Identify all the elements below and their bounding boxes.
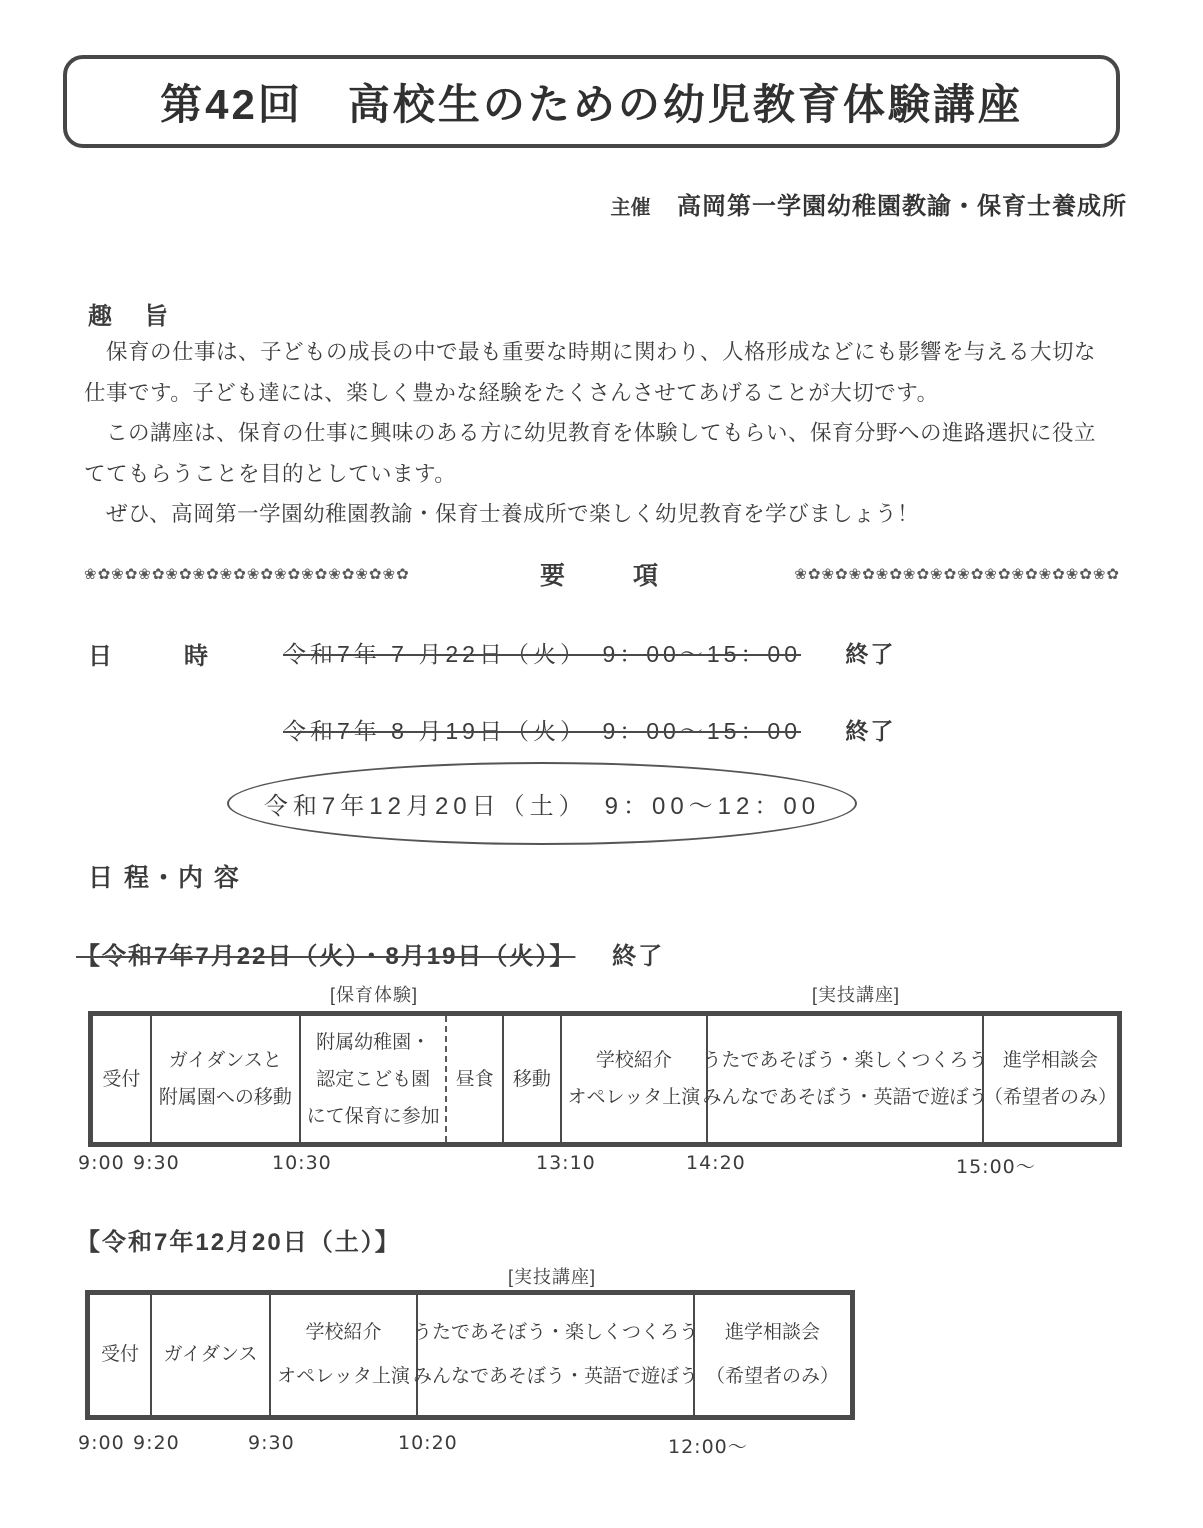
session1-category-label-hoiku: [保育体験] xyxy=(330,985,419,1005)
session1-time-5: 14:20 xyxy=(686,1152,746,1174)
datetime-entry-1 xyxy=(283,636,895,669)
table-cell-activities: うたであそぼう・楽しくつくろう みんなであそぼう・英語で遊ぼう xyxy=(708,1016,984,1142)
purpose-line: 仕事です。子ども達には、楽しく豊かな経験をたくさんさせてあげることが大切です。 xyxy=(84,380,939,405)
purpose-line: 保育の仕事は、子どもの成長の中で最も重要な時期に関わり、人格形成などにも影響を与える大切な xyxy=(84,340,1097,364)
session1-time-2: 9:30 xyxy=(133,1152,180,1174)
table-cell-school-intro: 学校紹介 オペレッタ上演 xyxy=(562,1016,708,1142)
session1-time-1: 9:00 xyxy=(78,1152,125,1174)
purpose-line: ぜひ、高岡第一学園幼稚園教諭・保育士養成所で楽しく幼児教育を学びましょう！ xyxy=(84,502,920,526)
session2-time-2: 9:20 xyxy=(133,1432,180,1454)
session2-time-4: 10:20 xyxy=(398,1432,458,1454)
session1-time-3: 10:30 xyxy=(272,1152,332,1174)
session1-title xyxy=(76,936,664,971)
table-cell-move: 移動 xyxy=(504,1016,562,1142)
table-cell-guidance-move: ガイダンスと 附属園への移動 xyxy=(152,1016,301,1142)
table-cell-guidance: ガイダンス xyxy=(152,1295,271,1415)
datetime-entry-2-text: 令和7年 8 月19日（火） 9：00～15：00 xyxy=(283,718,801,744)
session2-time-1: 9:00 xyxy=(78,1432,125,1454)
session2-time-3: 9:30 xyxy=(248,1432,295,1454)
floral-ornament-right: ❀✿❀✿❀✿❀✿❀✿❀✿❀✿❀✿❀✿❀✿❀✿❀✿ xyxy=(794,566,1120,583)
floral-ornament-left: ❀✿❀✿❀✿❀✿❀✿❀✿❀✿❀✿❀✿❀✿❀✿❀✿ xyxy=(84,566,410,583)
datetime-entry-1-status: 終了 xyxy=(845,641,896,667)
session2-schedule-table xyxy=(85,1290,855,1420)
session1-schedule-table xyxy=(88,1011,1122,1147)
datetime-entry-2 xyxy=(283,713,895,746)
datetime-label: 日 時 xyxy=(88,643,208,670)
session2-title-text: 【令和7年12月20日（土）】 xyxy=(76,1229,401,1256)
table-cell-activities: うたであそぼう・楽しくつくろう みんなであそぼう・英語で遊ぼう xyxy=(418,1295,695,1415)
table-cell-school-intro: 学校紹介 オペレッタ上演 xyxy=(271,1295,418,1415)
organizer-label: 主催 xyxy=(610,197,651,219)
purpose-line: この講座は、保育の仕事に興味のある方に幼児教育を体験してもらい、保育分野への進路選択に役立 xyxy=(84,421,1097,445)
outline-divider xyxy=(84,556,1120,592)
session1-time-4: 13:10 xyxy=(536,1152,596,1174)
table-cell-reception: 受付 xyxy=(93,1016,152,1142)
datetime-entry-1-text: 令和7年 7 月22日（火） 9：00～15：00 xyxy=(283,641,801,667)
session1-time-6: 15:00～ xyxy=(956,1156,1036,1178)
datetime-entry-3-circle xyxy=(227,762,857,845)
program-heading: 日 程・内 容 xyxy=(88,864,241,892)
table-cell-consultation: 進学相談会 （希望者のみ） xyxy=(983,1050,1117,1108)
purpose-paragraphs xyxy=(84,332,1154,535)
table-cell-lunch: 昼食 xyxy=(447,1016,504,1142)
session2-title xyxy=(76,1222,401,1257)
session2-category-label-jitsugi: [実技講座] xyxy=(508,1267,597,1287)
session1-status: 終了 xyxy=(612,943,665,970)
session2-time-5: 12:00～ xyxy=(668,1436,748,1458)
datetime-entry-2-status: 終了 xyxy=(845,718,896,744)
purpose-line: ててもらうことを目的としています。 xyxy=(84,461,457,486)
table-cell-consultation: 進学相談会 （希望者のみ） xyxy=(705,1322,839,1387)
session1-category-label-jitsugi: [実技講座] xyxy=(812,985,901,1005)
organizer-name: 高岡第一学園幼稚園教諭・保育士養成所 xyxy=(677,193,1127,220)
datetime-entry-3-text: 令和7年12月20日（土） 9：00～12：00 xyxy=(263,793,821,820)
table-cell-reception: 受付 xyxy=(90,1295,152,1415)
table-cell-kindergarten: 附属幼稚園・ 認定こども園 にて保育に参加 xyxy=(301,1016,447,1142)
organizer-line xyxy=(611,186,1127,221)
outline-heading: 要 項 xyxy=(539,562,664,590)
title-box xyxy=(63,55,1120,148)
page-title: 第42回 高校生のための幼児教育体験講座 xyxy=(160,80,1023,128)
purpose-heading: 趣 旨 xyxy=(88,303,172,330)
session1-title-text: 【令和7年7月22日（火）・8月19日（火）】 xyxy=(76,943,576,970)
